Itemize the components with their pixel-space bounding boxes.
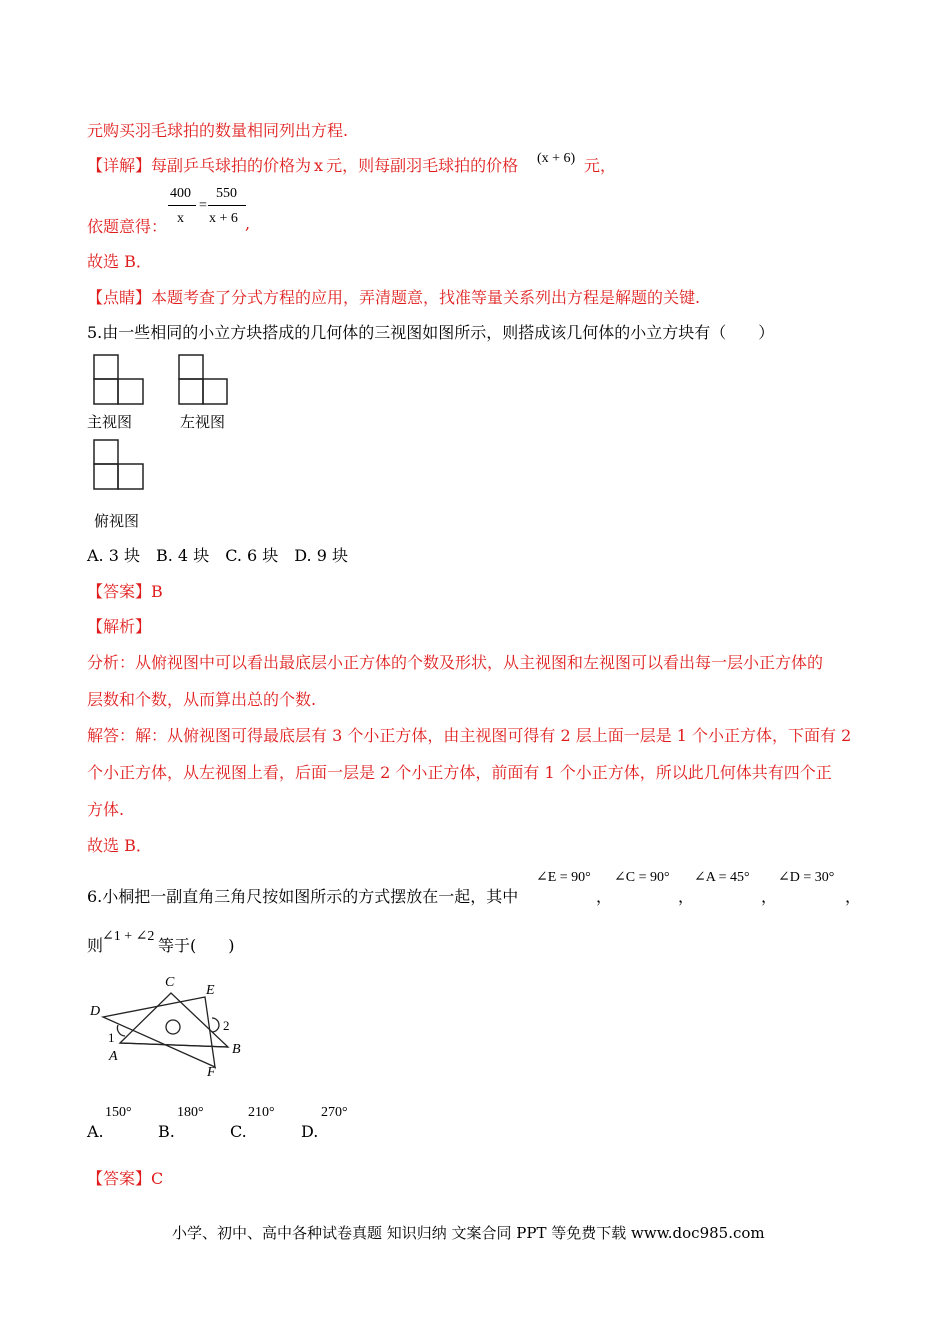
choose-b-1: 故选 B． (87, 252, 152, 271)
label-1: 1 (108, 1030, 115, 1045)
option-b-value: 180° (177, 1105, 204, 1120)
q6-answer-tag: 【答案】 (87, 1169, 152, 1188)
q6-expression: ∠1 + ∠2 (102, 929, 155, 944)
comma-2: ， (678, 887, 695, 906)
q5-choose: 故选 B． (87, 836, 152, 855)
q5-analysis-2: 层数和个数，从而算出总的个数. (87, 690, 317, 709)
q5-answer-tag: 【答案】 (87, 582, 152, 601)
text-line-1: 元购买羽毛球拍的数量相同列出方程. (87, 121, 349, 140)
dianjing-tag: 【点睛】 (87, 288, 152, 307)
q5-options: A. 3 块 B. 4 块 C. 6 块 D. 9 块 (87, 546, 348, 565)
label-a: A (109, 1049, 118, 1064)
detail-tag: 【详解】 (87, 156, 152, 175)
q5-analysis-tag: 【解析】 (87, 617, 152, 636)
option-a-label: A. (87, 1122, 104, 1141)
q5-solution-3: 方体. (87, 800, 125, 819)
q5-solution-2: 个小正方体，从左视图上看，后面一层是 2 个小正方体，前面有 1 个小正方体，所以此几何体共有四个正 (87, 763, 832, 782)
front-view-label: 主视图 (87, 413, 133, 431)
detail-text-c: 元， (584, 156, 617, 175)
q5-answer: B (151, 582, 163, 601)
q6-tail: 等于( ) (158, 936, 235, 955)
comma-4: ， (845, 887, 862, 906)
equation-intro: 依题意得： (87, 217, 168, 236)
detail-x: x (314, 156, 324, 175)
detail-text-b: 元，则每副羽毛球拍的价格 (326, 156, 519, 175)
top-view-label: 俯视图 (94, 512, 140, 530)
fraction-1-denominator: x (177, 211, 184, 226)
fraction-1-numerator: 400 (170, 186, 191, 201)
dianjing-text: 本题考查了分式方程的应用，弄清题意，找准等量关系列出方程是解题的关键. (151, 288, 701, 307)
left-view-label: 左视图 (180, 413, 226, 431)
angle-d: ∠D = 30° (778, 870, 835, 885)
angle-e: ∠E = 90° (536, 870, 591, 885)
option-d-label: D. (301, 1122, 319, 1141)
q6-answer-line (87, 1166, 163, 1189)
equals-sign: = (199, 198, 207, 213)
option-d-value: 270° (321, 1105, 348, 1120)
label-b: B (232, 1042, 241, 1057)
option-c-value: 210° (248, 1105, 275, 1120)
angle-c: ∠C = 90° (614, 870, 670, 885)
comma-3: ， (761, 887, 778, 906)
comma-1: ， (596, 887, 613, 906)
option-b-label: B. (158, 1122, 175, 1141)
angle-a: ∠A = 45° (694, 870, 750, 885)
q5-stem: 5.由一些相同的小立方块搭成的几何体的三视图如图所示，则搭成该几何体的小立方块有（ ） (87, 323, 775, 342)
q6-stem: 6.小桐把一副直角三角尺按如图所示的方式摆放在一起，其中 (87, 887, 519, 906)
label-c: C (165, 975, 175, 990)
detail-expression: (x + 6) (537, 151, 576, 166)
label-d: D (90, 1004, 101, 1019)
q6-then: 则 (87, 936, 104, 955)
detail-text-a: 每副乒乓球拍的价格为 (151, 156, 312, 175)
option-a-value: 150° (105, 1105, 132, 1120)
label-f: F (207, 1065, 216, 1080)
equation-comma: , (245, 214, 251, 233)
q5-solution-1: 解答：解：从俯视图可得最底层有 3 个小正方体，由主视图可得有 2 层上面一层是 1 个小正方体，下面有 2 (87, 726, 852, 745)
q6-answer: C (151, 1169, 164, 1188)
q5-analysis-1: 分析：从俯视图中可以看出最底层小正方体的个数及形状，从主视图和左视图可以看出每一层小正方体的 (87, 653, 824, 672)
label-e: E (206, 983, 215, 998)
fraction-2-numerator: 550 (216, 186, 237, 201)
option-c-label: C. (230, 1122, 247, 1141)
label-2: 2 (223, 1018, 230, 1033)
fraction-2-denominator: x + 6 (209, 211, 238, 226)
page-footer: 小学、初中、高中各种试卷真题 知识归纳 文案合同 PPT 等免费下载 www.doc985.com (172, 1224, 765, 1242)
